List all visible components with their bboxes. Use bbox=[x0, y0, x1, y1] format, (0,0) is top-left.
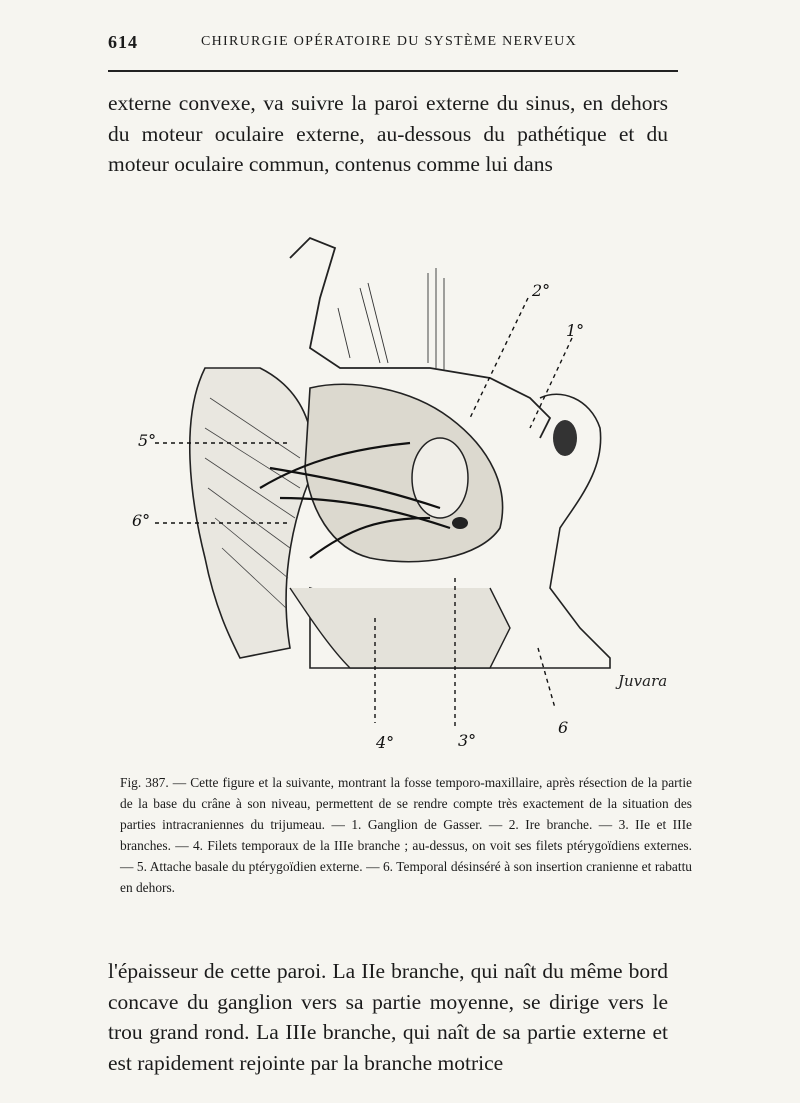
callout-6-bottom: 6 bbox=[558, 718, 569, 737]
header-rule bbox=[108, 70, 678, 72]
running-title: CHIRURGIE OPÉRATOIRE DU SYSTÈME NERVEUX bbox=[201, 34, 577, 49]
foramen-ovale bbox=[412, 438, 468, 518]
orbit-opening bbox=[553, 420, 577, 456]
page-number: 614 bbox=[108, 32, 138, 52]
callout-6: 6° bbox=[132, 511, 151, 530]
gasserian-ganglion-region bbox=[305, 384, 503, 562]
figure-drawing bbox=[110, 228, 690, 768]
callout-2-top: 2° bbox=[532, 281, 551, 300]
caption-label: Fig. 387. bbox=[120, 775, 169, 790]
paragraph-top: externe convexe, va suivre la paroi externe du sinus, en dehors du moteur oculaire externe, au-dessous du pathétique et du moteur oculaire commun, contenus comme lui dans bbox=[108, 91, 668, 176]
engraver-signature: Juvara bbox=[618, 672, 668, 690]
lower-base bbox=[290, 588, 510, 668]
callout-4: 4° bbox=[376, 733, 395, 752]
figure-caption bbox=[120, 772, 692, 898]
page-header bbox=[108, 28, 678, 62]
anatomical-figure bbox=[110, 228, 690, 768]
callout-1: 1° bbox=[566, 321, 585, 340]
callout-5: 5° bbox=[138, 431, 157, 450]
small-foramen bbox=[452, 517, 468, 529]
caption-text: — Cette figure et la suivante, montrant la fosse temporo-maxillaire, après résection de la partie de la base du crâne à son niveau, permettent de se rendre compte très exactement de la situation des parties intracraniennes du trijumeau. — 1. Ganglion de Gasser. — 2. Ire branche. — 3. IIe et IIIe branches. — 4. Filets temporaux de la IIIe branche ; au-dessus, on voit ses filets ptérygoïdiens externes. — 5. Attache basale du ptérygoïdien externe. — 6. Temporal désinséré à son insertion cranienne et rabattu en dehors. bbox=[120, 775, 692, 895]
vertical-hatching bbox=[338, 268, 444, 370]
temporal-muscle-flap bbox=[190, 368, 313, 658]
callout-3: 3° bbox=[458, 731, 477, 750]
paragraph-bottom: l'épaisseur de cette paroi. La IIe branche, qui naît du même bord concave du ganglion vers sa partie moyenne, se dirige vers le trou grand rond. La IIIe branche, qui naît de sa partie externe et est rapidement rejointe par la branche motrice bbox=[108, 959, 668, 1075]
